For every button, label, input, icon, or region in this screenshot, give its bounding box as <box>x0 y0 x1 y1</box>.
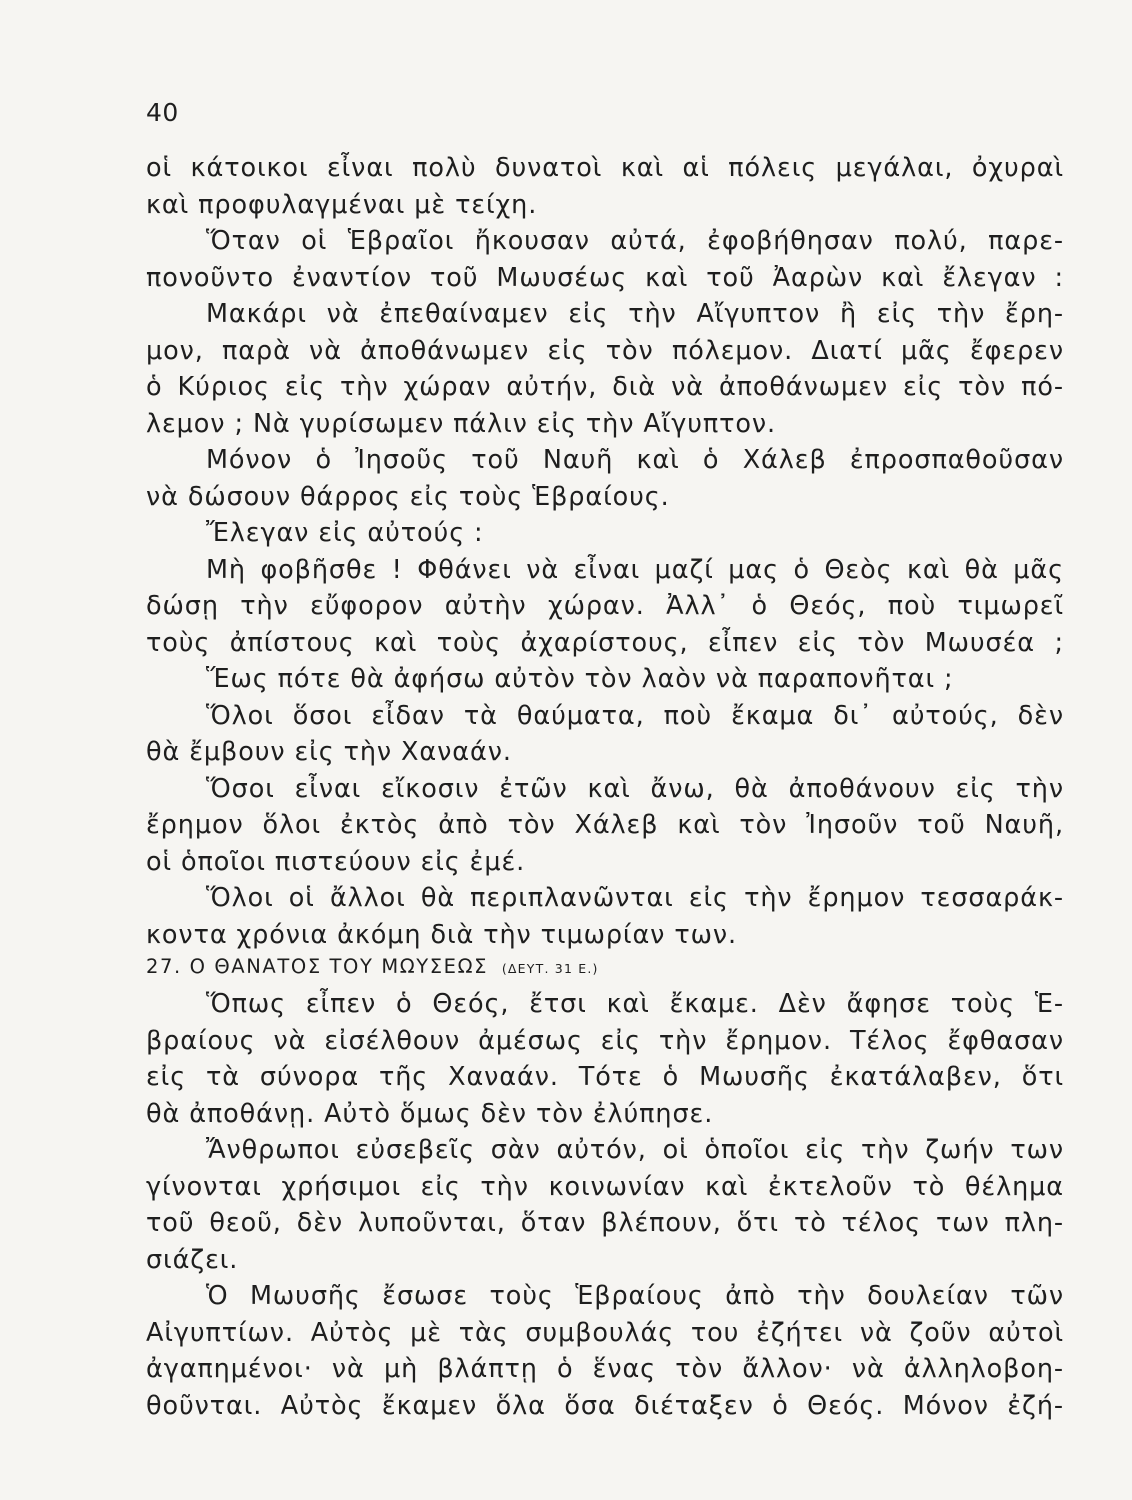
text-line: γίνονται χρήσιμοι εἰς τὴν κοινωνίαν καὶ ἐκτελοῦν τὸ θέλημα <box>146 1171 1064 1202</box>
text-line: νὰ δώσουν θάρρος εἰς τοὺς Ἑβραίους. <box>146 481 670 512</box>
text-line: Ὅσοι εἶναι εἴκοσιν ἐτῶν καὶ ἄνω, θὰ ἀποθάνουν εἰς τὴν <box>206 773 1064 804</box>
text-line: σιάζει. <box>146 1244 239 1275</box>
text-line: θοῦνται. Αὐτὸς ἔκαμεν ὅλα ὅσα διέταξεν ὁ Θεός. Μόνον ἐζή- <box>146 1390 1064 1421</box>
text-line: τοῦ θεοῦ, δὲν λυποῦνται, ὅταν βλέπουν, ὅτι τὸ τέλος των πλη- <box>146 1208 1064 1238</box>
page-number: 40 <box>146 98 179 127</box>
text-line: μον, παρὰ νὰ ἀποθάνωμεν εἰς τὸν πόλεμον. Διατί μᾶς ἔφερεν <box>146 335 1064 366</box>
text-line: ὁ Κύριος εἰς τὴν χώραν αὐτήν, διὰ νὰ ἀποθάνωμεν εἰς τὸν πό- <box>146 372 1064 402</box>
text-line: δώσῃ τὴν εὔφορον αὐτὴν χώραν. Ἀλλ᾽ ὁ Θεός, ποὺ τιμωρεῖ <box>146 591 1064 621</box>
text-line: Μακάρι νὰ ἐπεθαίναμεν εἰς τὴν Αἴγυπτον ἢ εἰς τὴν ἔρη- <box>206 299 1064 329</box>
text-line: Ὅλοι οἱ ἄλλοι θὰ περιπλανῶνται εἰς τὴν ἔρημον τεσσαράκ- <box>206 883 1064 913</box>
text-line: Μόνον ὁ Ἰησοῦς τοῦ Ναυῆ καὶ ὁ Χάλεβ ἐπροσπαθοῦσαν <box>206 445 1064 475</box>
text-line: θὰ ἀποθάνῃ. Αὐτὸ ὅμως δὲν τὸν ἐλύπησε. <box>146 1098 714 1129</box>
text-line: Ἕως πότε θὰ ἀφήσω αὐτὸν τὸν λαὸν νὰ παραπονῆται ; <box>206 664 954 694</box>
text-line: θὰ ἔμβουν εἰς τὴν Χαναάν. <box>146 737 512 767</box>
section-heading <box>146 955 599 978</box>
text-line: Μὴ φοβῆσθε ! Φθάνει νὰ εἶναι μαζί μας ὁ Θεὸς καὶ θὰ μᾶς <box>206 554 1064 585</box>
text-line: Αἰγυπτίων. Αὐτὸς μὲ τὰς συμβουλάς του ἐζήτει νὰ ζοῦν αὐτοὶ <box>146 1317 1064 1348</box>
text-line: οἱ ὁποῖοι πιστεύουν εἰς ἐμέ. <box>146 846 526 877</box>
text-line: Ὅλοι ὅσοι εἶδαν τὰ θαύματα, ποὺ ἔκαμα δι᾽ αὐτούς, δὲν <box>206 700 1064 731</box>
text-block-1 <box>146 150 1064 953</box>
text-line: Ὅπως εἶπεν ὁ Θεός, ἔτσι καὶ ἔκαμε. Δὲν ἄφησε τοὺς Ἑ- <box>206 989 1064 1019</box>
text-line: Ἔλεγαν εἰς αὐτούς : <box>206 518 484 548</box>
text-line: λεμον ; Νὰ γυρίσωμεν πάλιν εἰς τὴν Αἴγυπτον. <box>146 408 777 439</box>
text-line: κοντα χρόνια ἀκόμη διὰ τὴν τιμωρίαν των. <box>146 919 737 950</box>
text-line: Ὁ Μωυσῆς ἔσωσε τοὺς Ἑβραίους ἀπὸ τὴν δουλείαν τῶν <box>206 1281 1064 1311</box>
text-line: οἱ κάτοικοι εἶναι πολὺ δυνατοὶ καὶ αἱ πόλεις μεγάλαι, ὀχυραὶ <box>146 153 1064 183</box>
text-line: εἰς τὰ σύνορα τῆς Χαναάν. Τότε ὁ Μωυσῆς ἐκατάλαβεν, ὅτι <box>146 1062 1064 1092</box>
section-reference: (ΔΕΥΤ. 31 Ε.) <box>501 961 599 976</box>
text-line: Ὅταν οἱ Ἑβραῖοι ἤκουσαν αὐτά, ἐφοβήθησαν πολύ, παρε- <box>206 226 1064 256</box>
section-title: 27. Ο ΘΑΝΑΤΟΣ ΤΟΥ ΜΩΥΣΕΩΣ <box>146 955 489 978</box>
text-line: ἀγαπημένοι· νὰ μὴ βλάπτῃ ὁ ἕνας τὸν ἄλλον· νὰ ἀλληλοβοη- <box>146 1354 1064 1384</box>
text-block-2 <box>146 986 1064 1424</box>
text-line: βραίους νὰ εἰσέλθουν ἀμέσως εἰς τὴν ἔρημον. Τέλος ἔφθασαν <box>146 1025 1064 1056</box>
text-line: ἔρημον ὅλοι ἐκτὸς ἀπὸ τὸν Χάλεβ καὶ τὸν Ἰησοῦν τοῦ Ναυῆ, <box>146 810 1064 840</box>
text-line: Ἄνθρωποι εὐσεβεῖς σὰν αὐτόν, οἱ ὁποῖοι εἰς τὴν ζωήν των <box>206 1135 1064 1165</box>
text-line: πονοῦντο ἐναντίον τοῦ Μωυσέως καὶ τοῦ Ἀαρὼν καὶ ἔλεγαν : <box>146 262 1064 293</box>
text-line: καὶ προφυλαγμέναι μὲ τείχη. <box>146 189 538 220</box>
text-line: τοὺς ἀπίστους καὶ τοὺς ἀχαρίστους, εἶπεν εἰς τὸν Μωυσέα ; <box>146 627 1064 658</box>
